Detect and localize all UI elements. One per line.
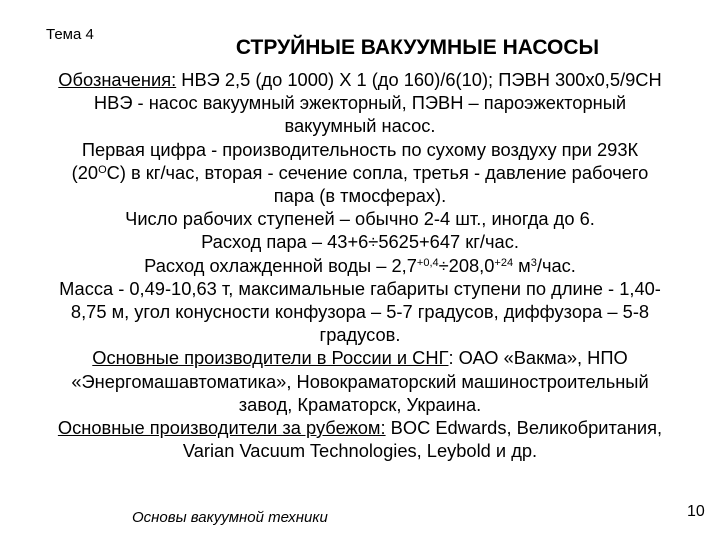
digits-line: Первая цифра - производительность по сухому воздуху при 293К	[81, 138, 639, 160]
stages-line: Число рабочих ступеней – обычно 2-4 шт., иногда до 6.	[125, 208, 595, 230]
water-line: Расход охлажденной воды – $2,7^{+0,4}\div 208,0^{+24}$ $м^3$/час.	[144, 254, 576, 276]
page-number: 10	[687, 503, 705, 520]
abroad-line: Основные производители за рубежом: BOC Edwards, Великобритания,	[57, 417, 663, 439]
abroad-label: Основные производители за рубежом:	[57, 417, 386, 439]
definition-line: НВЭ - насос вакуумный эжекторный, ПЭВН – пароэжекторный	[93, 92, 627, 114]
slide-title: СТРУЙНЫЕ ВАКУУМНЫЕ НАСОСЫ	[235, 36, 600, 59]
abroad-line: Varian Vacuum Technologies, Leybold и др.	[182, 440, 538, 462]
mass-line: 8,75 м, угол конусности конфузора – 5-7 градусов, диффузора – 5-8	[70, 301, 650, 323]
russia-line: «Энергомашавтоматика», Новокраматорский машиностроительный	[71, 370, 649, 392]
mass-line: Масса - 0,49-10,63 т, максимальные габариты ступени по длине - 1,40-	[59, 277, 661, 299]
digits-line: пара (в тмосферах).	[273, 185, 447, 207]
topic-label: Тема 4	[46, 26, 94, 43]
slide-body	[18, 68, 702, 462]
russia-line: Основные производители в России и СНГ: ОАО «Вакма», НПО	[92, 347, 628, 369]
designations-text: НВЭ 2,5 (до 1000) Х 1 (до 160)/6(10); ПЭВН 300х0,5/9СН	[176, 69, 662, 90]
steam-line: Расход пара – 43+6÷5625+647 кг/час.	[201, 231, 519, 253]
russia-line: завод, Краматорск, Украина.	[238, 393, 482, 415]
russia-label: Основные производители в России и СНГ	[92, 347, 449, 369]
definition-line: вакуумный насос.	[284, 115, 436, 137]
designations-line	[18, 68, 702, 91]
mass-line: градусов.	[319, 324, 401, 346]
footer-text: Основы вакуумной техники	[132, 509, 328, 526]
digits-line: $(20^OС)$ в кг/час, вторая - сечение сопла, третья - давление рабочего	[71, 161, 649, 183]
designations-label: Обозначения:	[58, 69, 177, 90]
